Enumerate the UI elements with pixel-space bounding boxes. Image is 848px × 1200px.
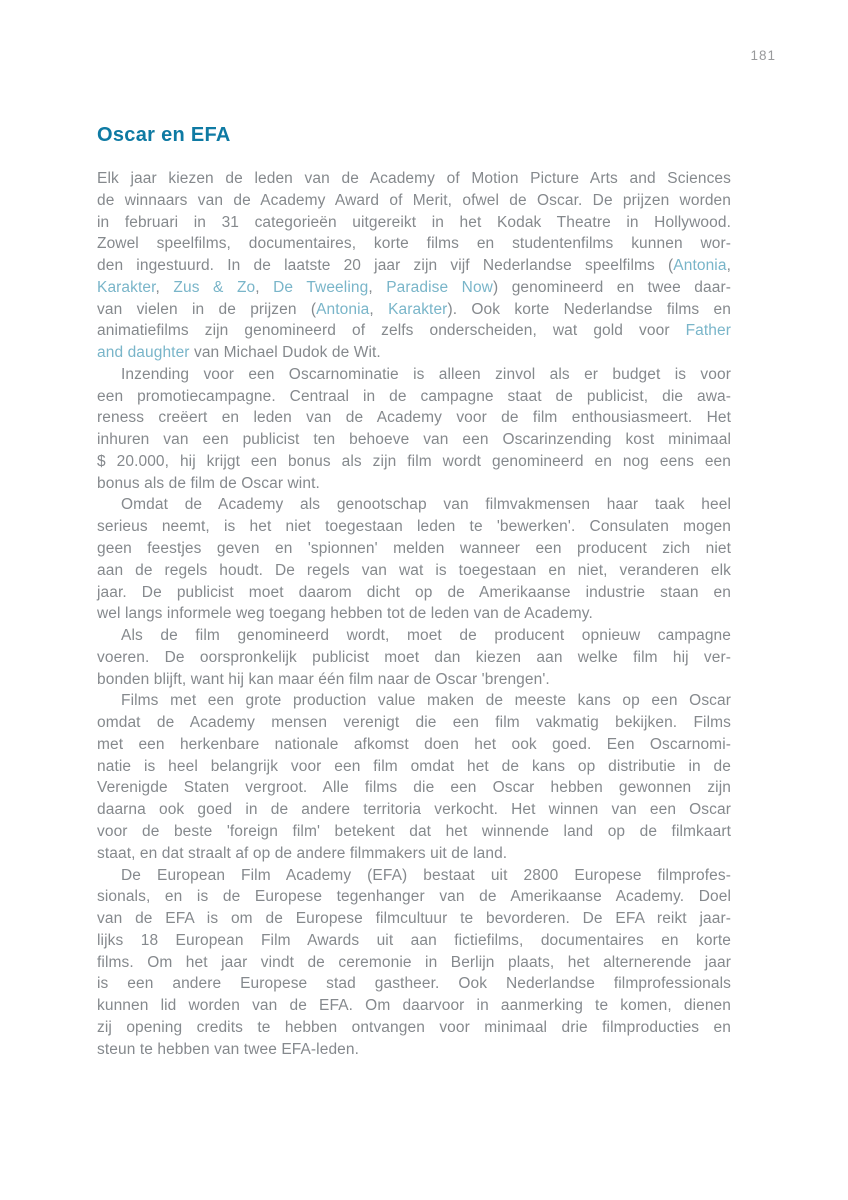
film-title-text: Antonia [673, 257, 727, 275]
body-text: jaar. De publicist moet daarom dicht op de Amerikaanse industrie staan en [97, 583, 731, 601]
text-line [97, 712, 731, 734]
film-title-text: Zus & Zo [173, 278, 256, 296]
text-line [97, 190, 731, 212]
text-line [97, 930, 731, 952]
page-number: 181 [750, 48, 776, 63]
text-line [97, 212, 731, 234]
paragraph [97, 690, 731, 864]
text-line [97, 168, 731, 190]
text-line [97, 734, 731, 756]
body-text: aan de regels houdt. De regels van wat is toegestaan en niet, veranderen elk [97, 561, 731, 579]
body-text: lijks 18 European Film Awards uit aan fictiefilms, documentaires en korte [97, 931, 731, 949]
body-text: wel langs informele weg toegang hebben tot de leden van de Academy. [97, 605, 593, 623]
text-line [97, 473, 731, 495]
text-line [97, 494, 731, 516]
body-text: bonus als de film de Oscar wint. [97, 474, 320, 492]
body-text: een promotiecampagne. Centraal in de campagne staat de publicist, die awa- [97, 387, 731, 405]
film-title-text: Father [685, 322, 731, 340]
text-line [97, 756, 731, 778]
body-text: steun te hebben van twee EFA-leden. [97, 1040, 360, 1058]
text-line [97, 516, 731, 538]
text-line [97, 973, 731, 995]
text-line [97, 647, 731, 669]
text-line [97, 669, 731, 691]
paragraph [97, 625, 731, 690]
body-text: bonden blijft, want hij kan maar één film naar de Oscar 'brengen'. [97, 670, 550, 688]
paragraph [97, 494, 731, 625]
body-text: Verenigde Staten vergroot. Alle films die een Oscar hebben gewonnen zijn [97, 779, 731, 797]
text-line [97, 386, 731, 408]
body-text: staat, en dat straalt af op de andere filmmakers uit de land. [97, 844, 508, 862]
text-line [97, 538, 731, 560]
text-line [97, 865, 731, 887]
text-block [97, 168, 731, 1060]
body-text: , [369, 300, 389, 318]
text-line [97, 255, 731, 277]
body-text: den ingestuurd. In de laatste 20 jaar zijn vijf Nederlandse speelfilms ( [97, 257, 674, 275]
text-line [97, 429, 731, 451]
text-line [97, 821, 731, 843]
text-line [97, 364, 731, 386]
body-text: van Michael Dudok de Wit. [189, 344, 381, 362]
body-text: , [368, 278, 387, 296]
body-text: films. Om het jaar vindt de ceremonie in Berlijn plaats, het alternerende jaar [97, 953, 731, 971]
text-line [97, 690, 731, 712]
text-line [97, 1017, 731, 1039]
text-line [97, 908, 731, 930]
text-line [97, 582, 731, 604]
text-line [97, 843, 731, 865]
body-text: met een herkenbare nationale afkomst doen het ook goed. Een Oscarnomi- [97, 735, 731, 753]
text-line [97, 407, 731, 429]
body-text: voor de beste 'foreign film' betekent dat het winnende land op de filmkaart [97, 822, 731, 840]
body-text: , [155, 278, 174, 296]
body-text: $ 20.000, hij krijgt een bonus als zijn film wordt genomineerd en nog eens een [97, 452, 731, 470]
body-text: Elk jaar kiezen de leden van de Academy of Motion Picture Arts and Sciences [97, 170, 731, 187]
body-text: reness creëert en leden van de Academy voor de film enthousiasmeert. Het [97, 409, 731, 427]
body-text: Zowel speelfilms, documentaires, korte films en studentenfilms kunnen wor- [97, 235, 731, 253]
text-line [97, 342, 731, 364]
text-line [97, 777, 731, 799]
film-title-text: Karakter [97, 278, 156, 296]
body-text: Omdat de Academy als genootschap van filmvakmensen haar taak heel [121, 496, 731, 514]
section-heading: Oscar en EFA [97, 124, 231, 146]
text-line [97, 799, 731, 821]
body-text: omdat de Academy mensen verenigt die een film vakmatig bekijken. Films [97, 714, 731, 732]
body-text: in februari in 31 categorieën uitgereikt in het Kodak Theatre in Hollywood. [97, 213, 731, 231]
text-line [97, 886, 731, 908]
body-text: zij opening credits te hebben ontvangen voor minimaal drie filmproducties en [97, 1018, 731, 1036]
text-line [97, 603, 731, 625]
body-text: , [255, 278, 274, 296]
body-text: van de EFA is om de Europese filmcultuur te bevorderen. De EFA reikt jaar- [97, 910, 731, 928]
body-text: De European Film Academy (EFA) bestaat uit 2800 Europese filmprofes- [121, 866, 731, 884]
body-text: ). Ook korte Nederlandse films en [447, 300, 731, 318]
body-text: daarna ook goed in de andere territoria verkocht. Het winnen van een Oscar [97, 801, 731, 819]
body-text: animatiefilms zijn genomineerd of zelfs onderscheiden, wat gold voor [97, 322, 686, 340]
film-title-text: Paradise Now [386, 278, 493, 296]
body-text: van vielen in de prijzen ( [97, 300, 317, 318]
film-title-text: Antonia [316, 300, 370, 318]
text-line [97, 560, 731, 582]
paragraph [97, 364, 731, 495]
body-text: , [726, 257, 731, 275]
text-line [97, 995, 731, 1017]
text-line [97, 1039, 731, 1061]
body-text: Inzending voor een Oscarnominatie is alleen zinvol als er budget is voor [121, 365, 731, 383]
body-text: inhuren van een publicist ten behoeve van een Oscarinzending kost minimaal [97, 431, 731, 449]
body-text: voeren. De oorspronkelijk publicist moet dan kiezen aan welke film hij ver- [97, 648, 731, 666]
text-line [97, 299, 731, 321]
body-text: is een andere Europese stad gastheer. Ook Nederlandse filmprofessionals [97, 975, 731, 993]
text-line [97, 320, 731, 342]
body-text: ) genomineerd en twee daar- [492, 278, 731, 296]
paragraph [97, 865, 731, 1061]
paragraph [97, 168, 731, 364]
film-title-text: De Tweeling [273, 278, 369, 296]
body-text: geen feestjes geven en 'spionnen' melden wanneer een producent zich niet [97, 540, 731, 558]
text-line [97, 277, 731, 299]
text-line [97, 952, 731, 974]
body-text: sionals, en is de Europese tegenhanger van de Amerikaanse Academy. Doel [97, 888, 731, 906]
body-text: serieus neemt, is het niet toegestaan leden te 'bewerken'. Consulaten mogen [97, 518, 731, 536]
body-text: de winnaars van de Academy Award of Merit, ofwel de Oscar. De prijzen worden [97, 191, 731, 209]
body-text: Als de film genomineerd wordt, moet de producent opnieuw campagne [121, 627, 731, 645]
body-text: natie is heel belangrijk voor een film omdat het de kans op distributie in de [97, 757, 731, 775]
text-line [97, 233, 731, 255]
text-line [97, 625, 731, 647]
text-line [97, 451, 731, 473]
film-title-text: Karakter [388, 300, 448, 318]
body-text: kunnen lid worden van de EFA. Om daarvoor in aanmerking te komen, dienen [97, 997, 731, 1015]
film-title-text: and daughter [97, 344, 190, 362]
body-text: Films met een grote production value maken de meeste kans op een Oscar [121, 692, 731, 710]
